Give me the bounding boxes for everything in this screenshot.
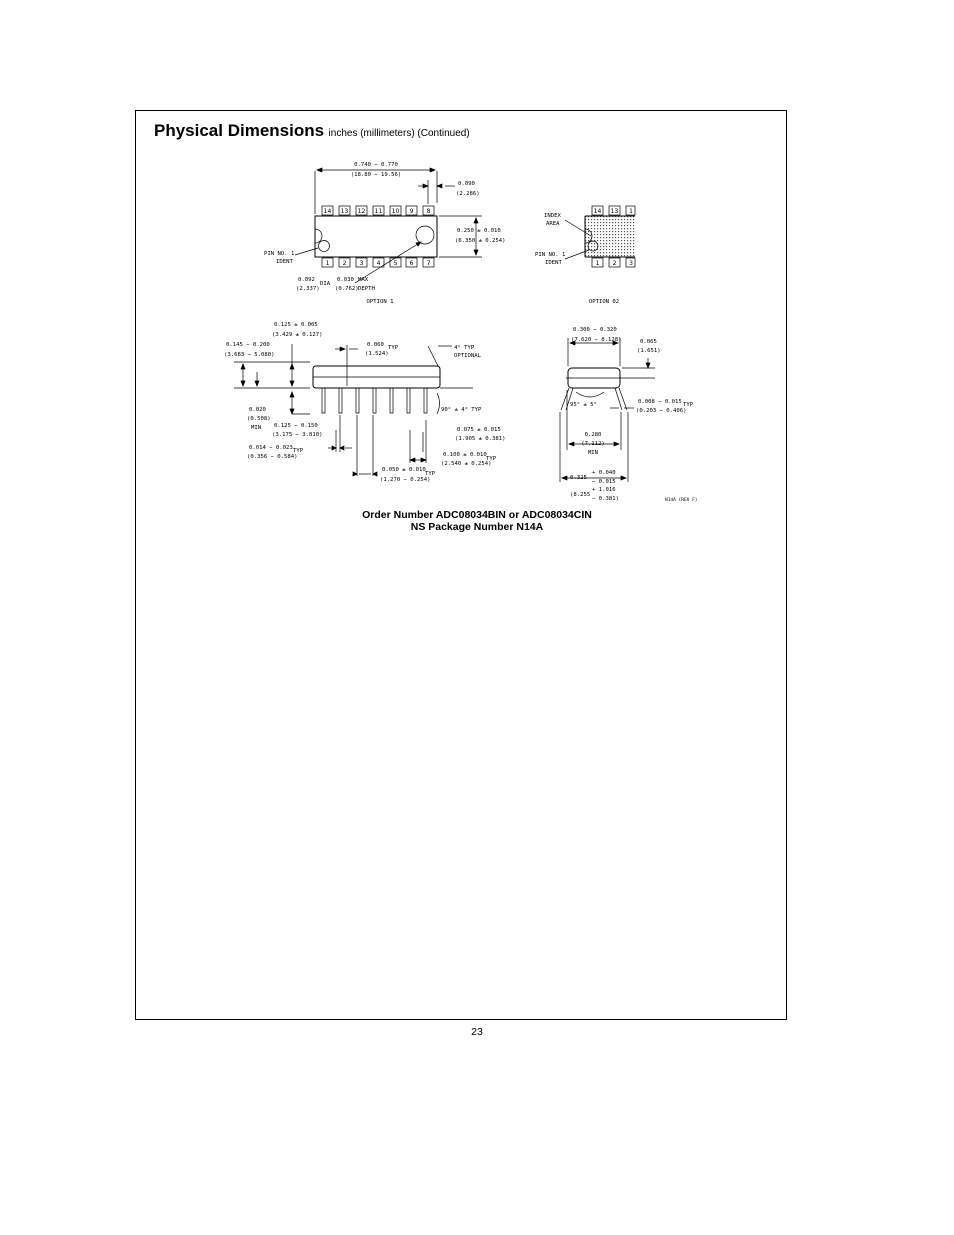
- typ-label-1: TYP: [388, 345, 399, 351]
- depth-label-2: DEPTH: [358, 286, 375, 292]
- dim-pitch-end-mm: (1.524): [365, 351, 389, 357]
- dim-length-mm: (18.80 − 19.56): [350, 172, 402, 178]
- pin-10: 10: [391, 208, 400, 215]
- option-02-label: OPTION 02: [588, 299, 620, 305]
- typ-label-2: TYP: [293, 448, 304, 454]
- page-number: 23: [471, 1026, 483, 1038]
- dim-seat-mm: (3.429 ± 0.127): [272, 332, 323, 338]
- pin1-ident-dot: [319, 241, 330, 252]
- side-leads: [322, 388, 427, 413]
- index-label-2: AREA: [546, 221, 560, 227]
- opt2-pin-14: 14: [593, 208, 602, 215]
- pin-13: 13: [340, 208, 349, 215]
- dim-thick: 0.008 − 0.015: [638, 399, 682, 405]
- dim-width-mm: (6.350 ± 0.254): [455, 238, 506, 244]
- dia-label: DIA: [320, 281, 331, 287]
- pin-5: 5: [393, 260, 398, 267]
- dim-standoff: 0.020: [249, 407, 266, 413]
- ejector-pin-mark: [416, 226, 434, 244]
- depth-value: 0.030: [337, 277, 354, 283]
- heading-title: Physical Dimensions: [154, 121, 325, 140]
- dim-end-mm: (2.286): [456, 191, 480, 197]
- dim-length: 0.740 − 0.770: [354, 162, 398, 168]
- dim-upper: 0.050 ± 0.010: [382, 467, 426, 473]
- depth-mm: (0.762): [335, 286, 359, 292]
- typ-label-3: TYP: [486, 456, 497, 462]
- dim-pitch-end: 0.060: [367, 342, 384, 348]
- dim-seat: 0.125 ± 0.005: [274, 322, 318, 328]
- top-view: [295, 168, 482, 283]
- dim-row-width: 0.300 − 0.320: [573, 327, 617, 333]
- dim-spread-mm-minus: − 0.381): [592, 496, 619, 502]
- dim-spread-mm: (8.255: [570, 492, 591, 498]
- package-number: NS Package Number N14A: [410, 521, 544, 533]
- pin-6: 6: [409, 260, 414, 267]
- angle-label: 90° ± 4° TYP: [441, 407, 482, 413]
- pin-2: 2: [342, 260, 347, 267]
- opt2-pin-1: 1: [595, 260, 600, 267]
- dim-inner-mm: (7.112): [581, 441, 605, 447]
- pin1-label-2: IDENT: [276, 259, 293, 265]
- dim-spread-plus: + 0.040: [592, 470, 616, 476]
- pin-11: 11: [374, 208, 383, 215]
- optional-label: OPTIONAL: [454, 353, 481, 359]
- end-angle-label: 95° ± 5°: [570, 402, 597, 408]
- typ-label-4: TYP: [425, 471, 436, 477]
- dim-shoulder-mm: (1.905 ± 0.381): [455, 436, 506, 442]
- pin-4: 4: [376, 260, 381, 267]
- dim-inner: 0.280: [584, 432, 602, 438]
- package-body: [315, 216, 437, 257]
- dim-row-width-mm: (7.620 − 8.128): [571, 337, 622, 343]
- pin-7: 7: [426, 260, 431, 267]
- dim-lead-w-mm: (0.356 − 0.584): [247, 454, 298, 460]
- dim-flat-mm: (1.651): [637, 348, 661, 354]
- dim-pitch-mm: (2.540 ± 0.254): [441, 461, 492, 467]
- opt2-pin-2: 2: [612, 260, 617, 267]
- dim-height: 0.145 − 0.200: [226, 342, 270, 348]
- dia-mm: (2.337): [296, 286, 320, 292]
- dim-lead-w: 0.014 − 0.023: [249, 445, 293, 451]
- option-1-label: OPTION 1: [366, 299, 394, 305]
- min-label-2: MIN: [587, 450, 599, 456]
- opt2-pin1-label-1: PIN NO. 1: [535, 252, 566, 258]
- dim-spread-minus: − 0.015: [592, 479, 616, 485]
- pin-12: 12: [357, 208, 366, 215]
- index-label-1: INDEX: [544, 213, 561, 219]
- right-lead: [615, 388, 627, 410]
- opt2-pin-3: 3: [629, 260, 633, 267]
- dim-lead-len-mm: (3.175 − 3.810): [272, 432, 323, 438]
- pin-1: 1: [325, 260, 330, 267]
- dim-height-mm: (3.683 − 5.080): [224, 352, 275, 358]
- order-number: Order Number ADC08034BIN or ADC08034CIN: [362, 509, 592, 521]
- pin1-label-1: PIN NO. 1: [264, 251, 295, 257]
- dim-width: 0.250 ± 0.010: [457, 228, 501, 234]
- dimension-labels: [224, 162, 698, 503]
- dim-pitch: 0.100 ± 0.010: [443, 452, 487, 458]
- dim-upper-mm: (1.270 − 0.254): [380, 477, 431, 483]
- option2-view: [565, 206, 635, 267]
- opt2-pin1-label-2: IDENT: [545, 260, 562, 266]
- dim-lead-len: 0.125 − 0.150: [274, 423, 318, 429]
- heading-subtitle: inches (millimeters) (Continued): [328, 128, 470, 139]
- dim-thick-mm: (0.203 − 0.406): [636, 408, 687, 414]
- pin-3: 3: [359, 260, 364, 267]
- min-label-1: MIN: [251, 425, 262, 431]
- dim-flat: 0.065: [640, 339, 657, 345]
- dim-shoulder: 0.075 ± 0.015: [457, 427, 501, 433]
- typ-label-5: TYP: [683, 402, 694, 408]
- pin1-notch: [315, 229, 322, 243]
- dim-spread: 0.325: [570, 475, 587, 481]
- dia-value: 0.092: [298, 277, 315, 283]
- opt2-pin-13: 13: [610, 208, 619, 215]
- dim-spread-mm-plus: + 1.016: [592, 487, 616, 493]
- depth-label-1: MAX: [358, 277, 369, 283]
- dim-standoff-mm: (0.508): [247, 416, 271, 422]
- pin-14: 14: [323, 208, 332, 215]
- drawing-ref: N14A (REV F): [665, 498, 698, 503]
- dim-end: 0.090: [458, 181, 475, 187]
- taper-label: 4° TYP: [454, 345, 475, 351]
- pin-8: 8: [426, 208, 431, 215]
- pin-9: 9: [409, 208, 414, 215]
- opt2-pin-partial: 1: [629, 208, 633, 215]
